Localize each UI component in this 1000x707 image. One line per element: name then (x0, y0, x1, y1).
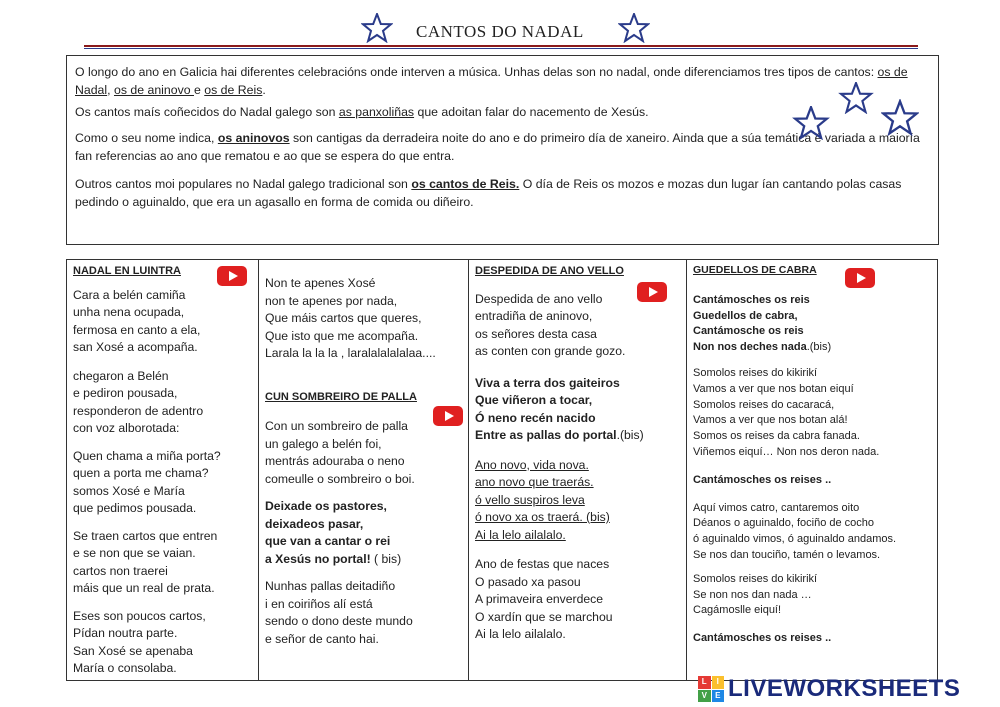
lyrics-grid (66, 259, 938, 681)
song-title: GUEDELLOS DE CABRA (693, 264, 817, 276)
star-icon (361, 13, 393, 43)
chorus: Cantámosches os reises .. (693, 473, 832, 486)
intro-paragraph: Outros cantos moi populares no Nadal galego tradicional son os cantos de Reis. O día de Reis os mozos e mozas dun lugar ían cantando polas casas pedindo o aguinaldo, que era un agasallo en forma de comida ou diñeiro. (75, 177, 902, 209)
intro-paragraph: Os cantos maís coñecidos do Nadal galego son as panxoliñas que adoitan falar do nacemento de Xesús. (75, 105, 649, 119)
intro-paragraph: O longo do ano en Galicia hai diferentes celebracións onde interven a música. Unhas delas son no nadal, onde diferenciamos tres tipos de cantos: os de Nadal, os de aninovo e os de Reis. (75, 65, 908, 97)
star-icon (792, 106, 830, 140)
song-title: CUN SOMBREIRO DE PALLA (265, 390, 417, 403)
stanza: Ano novo, vida nova. ano novo que traerás. ó vello suspiros leva ó novo xa os traerá. (bis) Ai la lelo ailalalo. (475, 457, 610, 542)
intro-paragraph: Como o seu nome indica, os aninovos son cantigas da derradeira noite do ano e do primeiro día de xaneiro. Ainda que a súa temática é variada a maioría fan referencias ao ano que rematou e ao que se espera do que entra. (75, 131, 920, 163)
logo-text: LIVEWORKSHEETS (728, 675, 961, 702)
stanza: Cara a belén camiña unha nena ocupada, fermosa en canto a ela, san Xosé a acompaña. (73, 287, 201, 354)
title-bar (0, 10, 1000, 50)
stanza: Quen chama a miña porta? quen a porta me chama? somos Xosé e María que pedimos pousada. (73, 448, 221, 515)
song-column-guedellos (687, 260, 939, 680)
stanza: Nunhas pallas deitadiño i en coiriños alí está sendo o dono deste mundo e señor de canto hai. (265, 579, 413, 646)
logo-badge-icon: L I V E (698, 676, 724, 702)
stanza: chegaron a Belén e pediron pousada, responderon de adentro con voz alborotada: (73, 368, 204, 435)
link-os-de-reis: os de Reis (204, 83, 263, 97)
stanza: Somolos reises do kikirikí Vamos a ver que nos botan eiquí Somolos reises do cacaracá, Vamos a ver que nos botan alá! Somos os reises da cabra fanada. Viñemos eiquí… Non nos deron nada. (693, 366, 880, 458)
stanza: Con un sombreiro de palla un galego a belén foi, mentrás adouraba o neno comeulle o sombreiro o boi. (265, 419, 415, 486)
link-panxolinas: as panxoliñas (338, 105, 415, 119)
link-os-de-nadal: os de Nadal (75, 65, 908, 97)
intro-box (66, 55, 939, 245)
stanza: Despedida de ano vello entradiña de aninovo, os señores desta casa as conten con grande gozo. (475, 291, 626, 358)
song-title: DESPEDIDA DE ANO VELLO (475, 265, 624, 277)
youtube-play-icon[interactable] (845, 268, 875, 288)
title-divider (84, 48, 918, 49)
youtube-play-icon[interactable] (217, 266, 247, 286)
chorus: Cantámosches os reises .. (693, 632, 832, 645)
star-icon (838, 82, 874, 114)
song-column-despedida (469, 260, 687, 680)
song-title: NADAL EN LUINTRA (73, 265, 181, 277)
stanza: Aquí vimos catro, cantaremos oito Déanos o aguinaldo, fociño de cocho ó aguinaldo vimos, ó aguinaldo andamos. Se nos dan touciño, tamén o levamos. (693, 501, 897, 561)
youtube-play-icon[interactable] (433, 406, 463, 426)
youtube-play-icon[interactable] (637, 282, 667, 302)
song-column-nadal-en-luintra (67, 260, 259, 680)
stanza: Se traen cartos que entren e se non que se vaian. cartos non traerei máis que un real de prata. (73, 528, 218, 595)
title-divider (84, 45, 918, 47)
page-title: CANTOS DO NADAL (416, 22, 584, 41)
star-icon (618, 13, 650, 43)
chorus: Cantámosches os reis Guedellos de cabra, Cantámosche os reis Non nos deches nada.(bis) (693, 293, 832, 354)
link-aninovos: os aninovos (217, 131, 290, 145)
link-cantos-de-reis: os cantos de Reis. (411, 177, 520, 191)
chorus: Deixade os pastores, deixadeos pasar, que van a cantar o rei a Xesús no portal! ( bis) (265, 499, 402, 566)
liveworksheets-logo[interactable] (698, 676, 960, 702)
stanza: Ano de festas que naces O pasado xa pasou A primaveira enverdece O xardín que se marchou Ai la lelo ailalalo. (475, 557, 613, 641)
chorus: Viva a terra dos gaiteiros Que viñeron a tocar, Ó neno recén nacido Entre as pallas do portal.(bis) (475, 375, 644, 442)
link-os-de-aninovo: os de aninovo (113, 83, 194, 97)
stanza: Non te apenes Xosé non te apenes por nada, Que máis cartos que queres, Que isto que me acompaña. Larala la la la , laralalalalalaa.... (265, 276, 436, 360)
song-column-cun-sombreiro (259, 260, 469, 680)
stanza: Somolos reises do kikirikí Se non nos dan nada … Cagámoslle eiquí! (693, 572, 818, 617)
stanza: Eses son poucos cartos, Pídan noutra parte. San Xosé se apenaba María o consolaba. (73, 608, 206, 675)
star-icon (881, 99, 919, 137)
